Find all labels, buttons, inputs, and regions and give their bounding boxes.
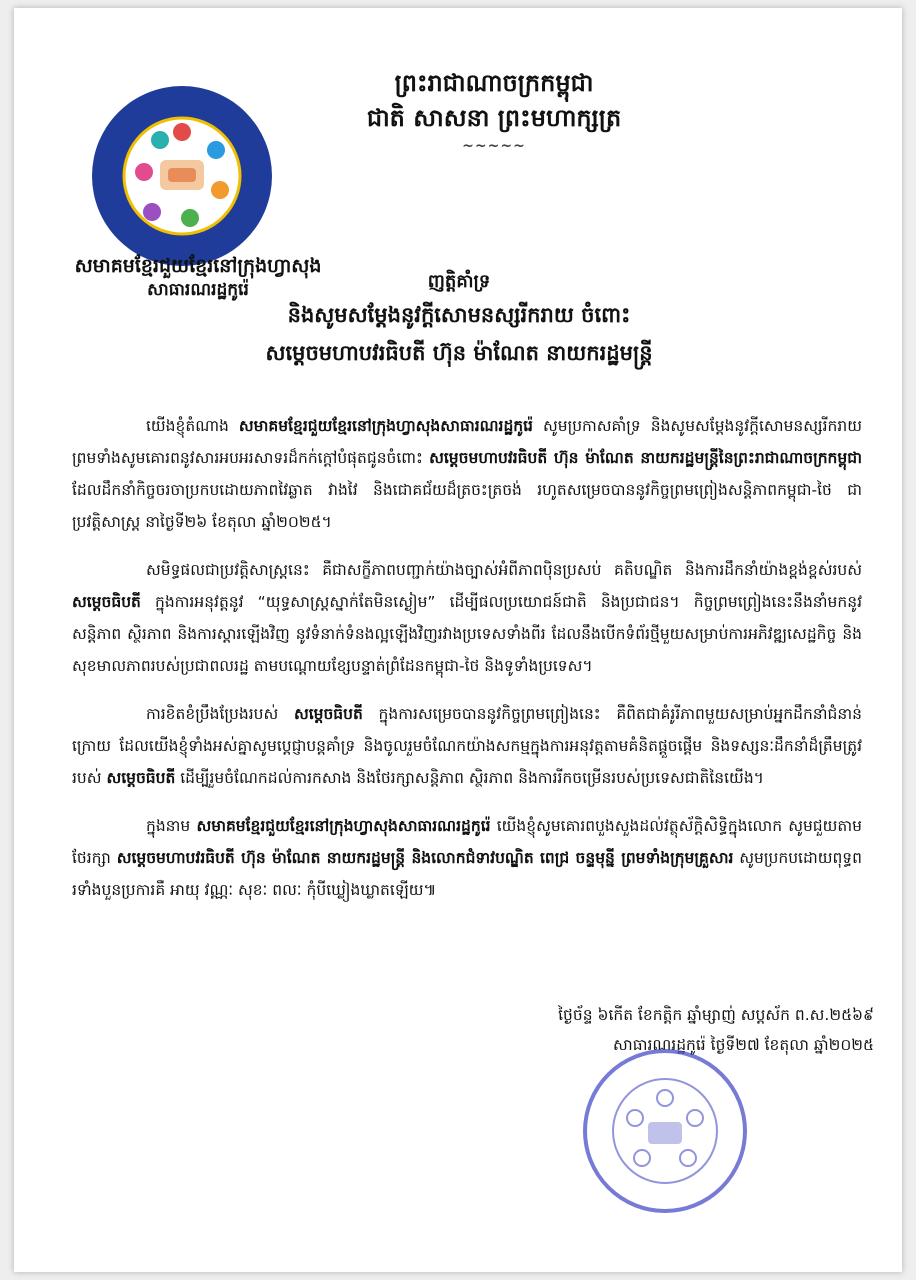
p4-bold-association: សមាគមខ្មែរជួយខ្មែរនៅក្រុងហ្វាសុងសាធារណរដ្ឋកូរ៉េ xyxy=(196,817,491,835)
p4-text-c: យើងខ្ញុំសូមគោរពបួងសួងដល់វត្ថុស័ក្តិសិទ្ធិក្នុងលោក សូមជួយតាមថែរក្សា xyxy=(72,817,862,867)
ornament-divider: ~~~~~ xyxy=(462,138,526,154)
p1-bold-pm: សម្ដេចមហាបវរធិបតី ហ៊ុន ម៉ាណែត នាយករដ្ឋមន្ត្រីនៃព្រះរាជាណាចក្រកម្ពុជា xyxy=(429,449,862,467)
association-name-line2: សាធារណរដ្ឋកូរ៉េ xyxy=(147,280,249,300)
p2-text-c: ក្នុងការអនុវត្តនូវ “យុទ្ធសាស្ត្រស្នាក់តែមិនស្ងៀម” ដើម្បីផលប្រយោជន៍ជាតិ និងប្រជាជន។ កិច្ចព្រមព្រៀងនេះនឹងនាំមកនូវសន្តិភាព ស្ថិរភាព និងការស្ដារឡើងវិញ នូវទំនាក់ទំនងល្អឡើងវិញរវាងប្រទេសទាំងពីរ ដែលនឹងបើកទំព័រថ្មីមួយសម្រាប់ការអភិវឌ្ឍសេដ្ឋកិច្ច និងសុខមាលភាពរបស់ប្រជាពលរដ្ឋ តាមបណ្ដោយខ្សែបន្ទាត់ព្រំដែនកម្ពុជា-ថៃ និងទូទាំងប្រទេស។ xyxy=(72,593,862,675)
association-name-line1: សមាគមខ្មែរជួយខ្មែរនៅក្រុងហ្វាសុង xyxy=(74,255,322,277)
p2-text-a: សមិទ្ធផលជាប្រវត្តិសាស្ត្រនេះ គឺជាសក្ខីភាពបញ្ជាក់យ៉ាងច្បាស់អំពីភាពប៉ិនប្រសប់ គតិបណ្ឌិត និងការដឹកនាំយ៉ាងខ្ពង់ខ្ពស់របស់ xyxy=(146,561,862,579)
petition-title xyxy=(134,268,784,372)
seal-stamp-icon xyxy=(580,1046,750,1216)
title-line1: ញត្តិគាំទ្រ xyxy=(427,271,491,292)
p1-text-c: សូមប្រកាសគាំទ្រ និងសូមសម្ដែងនូវក្ដីសោមនស្សរីករាយ ព្រមទាំងសូមគោរពនូវសារអបអរសាទរដ៏កក់ក្ដៅបំផុតជូនចំពោះ xyxy=(72,417,862,467)
p3-text-e: ដើម្បីរួមចំណែកដល់ការកសាង និងថែរក្សាសន្តិភាព ស្ថិរភាព និងការរីកចម្រើនរបស់ប្រទេសជាតិនៃយើង។ xyxy=(175,769,764,787)
kingdom-header xyxy=(314,66,674,156)
paragraph-2 xyxy=(72,554,862,682)
paragraph-1 xyxy=(72,410,862,538)
kingdom-title: ព្រះរាជាណាចក្រកម្ពុជា xyxy=(394,69,594,97)
p1-text-a: យើងខ្ញុំតំណាង xyxy=(146,417,239,435)
p3-bold-pm: សម្ដេចធិបតី xyxy=(293,705,363,723)
paragraph-3 xyxy=(72,698,862,794)
p3-bold-pm-2: សម្ដេចធិបតី xyxy=(106,769,176,787)
lunar-date: ថ្ងៃច័ន្ទ ៦កើត ខែកត្តិក ឆ្នាំម្សាញ់ សប្តស័ក ព.ស.២៥៦៩ xyxy=(558,1006,874,1024)
p3-text-a: ការខិតខំប្រឹងប្រែងរបស់ xyxy=(146,705,294,723)
paragraph-4 xyxy=(72,810,862,906)
title-line3: សម្ដេចមហាបវរធិបតី ហ៊ុន ម៉ាណែត នាយករដ្ឋមន្ត្រី xyxy=(265,341,653,365)
association-logo xyxy=(90,84,274,268)
p4-bold-pm-family: សម្ដេចមហាបវរធិបតី ហ៊ុន ម៉ាណែត នាយករដ្ឋមន្ត្រី និងលោកជំទាវបណ្ឌិត ពេជ្រ ចន្ទមុន្នី ព្រមទាំងក្រុមគ្រួសារ xyxy=(116,849,734,867)
title-line2: និងសូមសម្ដែងនូវក្ដីសោមនស្សរីករាយ ចំពោះ xyxy=(287,303,631,327)
logo-emblem-icon xyxy=(90,84,274,268)
p4-text-e: សូមប្រកបដោយពុទ្ធពរទាំងបួនប្រការគឺ អាយុ វណ្ណៈ សុខៈ ពលៈ កុំបីឃ្លៀងឃ្លាតឡើយ៕ xyxy=(72,849,862,899)
p4-text-a: ក្នុងនាម xyxy=(146,817,197,835)
document-page xyxy=(14,8,902,1272)
p1-bold-association: សមាគមខ្មែរជួយខ្មែរនៅក្រុងហ្វាសុងសាធារណរដ្ឋកូរ៉េ xyxy=(238,417,533,435)
p2-bold-pm: សម្ដេចធិបតី xyxy=(72,593,141,611)
solar-date: សាធារណរដ្ឋកូរ៉េ ថ្ងៃទី២៧ ខែតុលា ឆ្នាំ២០២៥ xyxy=(613,1036,874,1054)
p1-text-e: ដែលដឹកនាំកិច្ចចរចាប្រកបដោយភាពវៃឆ្លាត វាងវៃ និងជោគជ័យដ៏ត្រចះត្រចង់ រហូតសម្រេចបាននូវកិច្ចព្រមព្រៀងសន្តិភាពកម្ពុជា-ថៃ ជាប្រវត្តិសាស្ត្រ នាថ្ងៃទី២៦ ខែតុលា ឆ្នាំ២០២៥។ xyxy=(72,481,862,531)
letter-body xyxy=(72,410,862,922)
p3-text-c: ក្នុងការសម្រេចបាននូវកិច្ចព្រមព្រៀងនេះ គឺពិតជាគំរូរីភាពមួយសម្រាប់អ្នកដឹកនាំជំនាន់ក្រោយ ដែលយើងខ្ញុំទាំងអស់គ្នាសូមប្ដេជ្ញាបន្តគាំទ្រ និងចូលរួមចំណែកយ៉ាងសកម្មក្នុងការអនុវត្តតាមគំនិតផ្ដួចផ្ដើម និងទស្សនៈដឹកនាំដ៏ត្រឹមត្រូវរបស់ xyxy=(72,705,862,787)
national-motto: ជាតិ សាសនា ព្រះមហាក្សត្រ xyxy=(366,104,622,132)
association-seal xyxy=(580,1046,750,1216)
